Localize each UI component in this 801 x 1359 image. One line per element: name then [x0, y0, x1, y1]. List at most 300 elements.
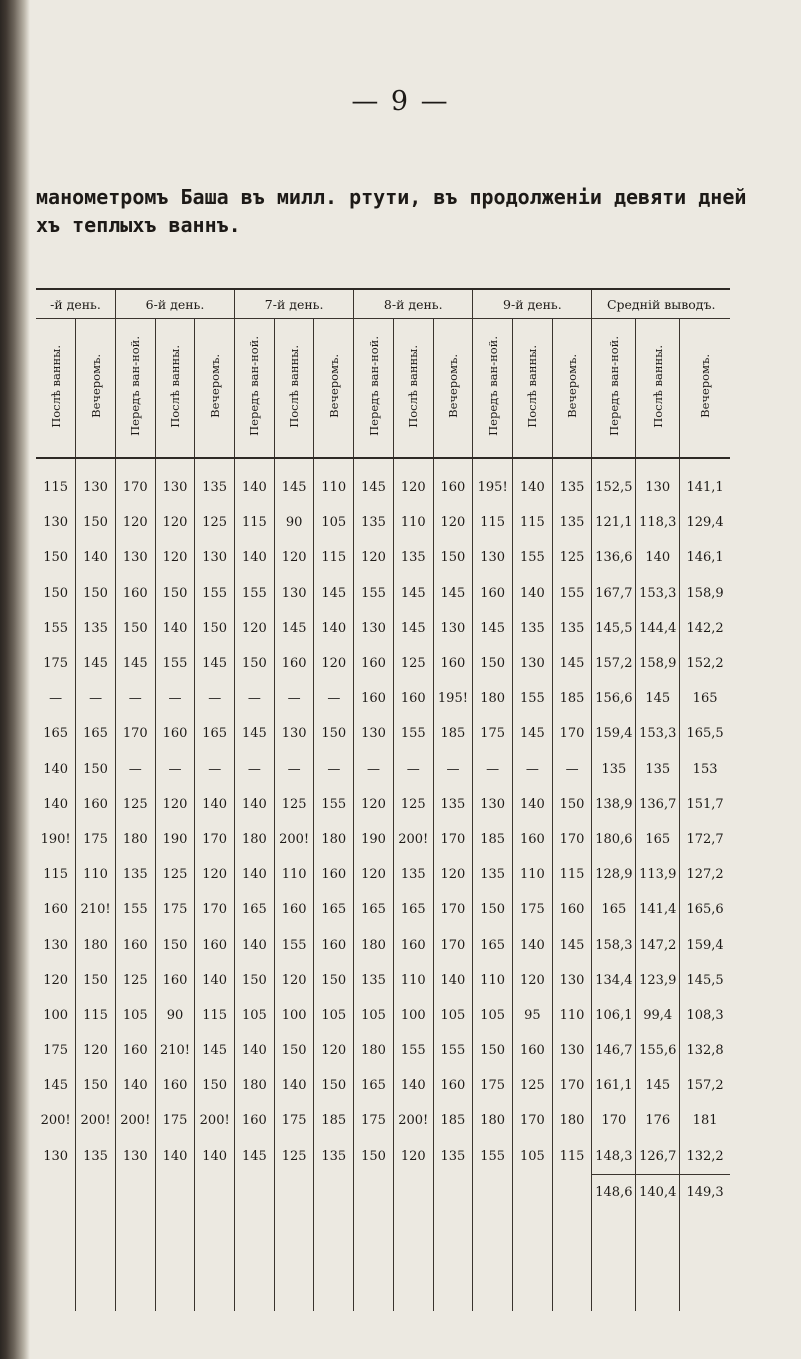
table-row — [36, 998, 730, 1033]
day-header-8: 8-й день. — [354, 289, 473, 319]
table-cell: 135 — [393, 540, 433, 575]
table-cell: 170 — [433, 822, 473, 857]
spacer-cell — [274, 458, 314, 470]
table-cell: 165,6 — [680, 892, 730, 927]
empty-cell — [36, 1174, 76, 1211]
table-cell: 140 — [235, 787, 275, 822]
empty-cell — [552, 1174, 592, 1211]
table-cell: 100 — [274, 998, 314, 1033]
spacer-cell — [36, 458, 76, 470]
table-cell: 140 — [235, 857, 275, 892]
table-cell: 180 — [552, 1103, 592, 1138]
table-cell: 120 — [513, 963, 553, 998]
table-cell: 170 — [195, 892, 235, 927]
empty-cell — [274, 1174, 314, 1211]
column-label — [354, 319, 394, 459]
table-cell: 181 — [680, 1103, 730, 1138]
table-cell: 185 — [433, 1103, 473, 1138]
table-cell: 140 — [235, 1033, 275, 1068]
table-row — [36, 892, 730, 927]
column-label — [155, 319, 195, 459]
table-cell: 120 — [433, 857, 473, 892]
table-row — [36, 752, 730, 787]
empty-cell — [636, 1211, 680, 1311]
table-cell: 125 — [274, 787, 314, 822]
empty-cell — [155, 1211, 195, 1311]
table-cell: 135 — [76, 611, 116, 646]
table-cell: 155,6 — [636, 1033, 680, 1068]
table-cell: 145 — [636, 681, 680, 716]
table-cell: 105 — [235, 998, 275, 1033]
table-cell: 145 — [513, 716, 553, 751]
table-cell: 155 — [393, 1033, 433, 1068]
table-cell: 165 — [592, 892, 636, 927]
table-cell: 200! — [195, 1103, 235, 1138]
table-cell: 167,7 — [592, 576, 636, 611]
table-cell: 125 — [513, 1068, 553, 1103]
table-cell: 180 — [235, 822, 275, 857]
table-cell: 145 — [274, 611, 314, 646]
table-cell: 150 — [433, 540, 473, 575]
table-cell: 120 — [235, 611, 275, 646]
table-cell: 130 — [43, 1148, 69, 1164]
table-cell: 120 — [354, 787, 394, 822]
table-cell: 150 — [473, 646, 513, 681]
table-cell: 140 — [195, 1139, 235, 1175]
page-number: — 9 — — [351, 86, 450, 117]
table-cell: 130 — [155, 470, 195, 505]
table-cell: 150 — [115, 611, 155, 646]
table-cell: 146,7 — [592, 1033, 636, 1068]
title-line-1: манометромъ Баша въ милл. ртути, въ продолженіи девяти дней — [36, 185, 747, 209]
table-cell: — — [274, 752, 314, 787]
column-label-text: Послѣ ванны. — [48, 344, 63, 428]
table-cell: 160 — [115, 576, 155, 611]
empty-cell — [195, 1211, 235, 1311]
table-cell: 135 — [473, 857, 513, 892]
empty-cell — [115, 1174, 155, 1211]
empty-cell — [433, 1211, 473, 1311]
table-cell: 130 — [195, 540, 235, 575]
empty-cell — [76, 1211, 116, 1311]
spacer-cell — [473, 458, 513, 470]
table-cell: 135 — [592, 752, 636, 787]
table-cell: 105 — [314, 998, 354, 1033]
table-cell: 165 — [393, 892, 433, 927]
table-cell: 175 — [43, 656, 69, 672]
table-cell: 160 — [513, 822, 553, 857]
table-cell: 115 — [513, 505, 553, 540]
column-label — [592, 319, 636, 459]
table-cell: 130 — [552, 963, 592, 998]
table-cell: 150 — [43, 585, 69, 601]
table-cell: 120 — [354, 540, 394, 575]
column-label-text: Послѣ ванны. — [167, 344, 182, 428]
table-cell: 130 — [433, 611, 473, 646]
table-cell: 150 — [314, 963, 354, 998]
averages-row — [36, 1174, 730, 1211]
table-cell: 115 — [43, 480, 69, 496]
table-cell: 170 — [433, 927, 473, 962]
table-cell: 155 — [552, 576, 592, 611]
table-cell: 165 — [636, 822, 680, 857]
table-cell: 110 — [76, 857, 116, 892]
table-cell: 140 — [433, 963, 473, 998]
table-cell: 110 — [393, 963, 433, 998]
table-cell: 147,2 — [636, 927, 680, 962]
table-cell: 120 — [433, 505, 473, 540]
table-cell: 130 — [354, 716, 394, 751]
table-cell: 120 — [115, 505, 155, 540]
empty-cell — [155, 1174, 195, 1211]
table-cell: — — [195, 752, 235, 787]
column-label — [473, 319, 513, 459]
spacer-cell — [76, 458, 116, 470]
table-cell: 99,4 — [636, 998, 680, 1033]
table-row — [36, 470, 730, 505]
table-cell: — — [49, 691, 63, 707]
table-row — [36, 1103, 730, 1138]
table-cell: 150 — [354, 1139, 394, 1175]
empty-cell — [680, 1211, 730, 1311]
table-cell: 160 — [393, 681, 433, 716]
empty-cell — [354, 1211, 394, 1311]
table-cell: — — [155, 681, 195, 716]
table-cell: 175 — [274, 1103, 314, 1138]
table-cell: 145,5 — [680, 963, 730, 998]
table-cell: 105 — [433, 998, 473, 1033]
table-cell: 135 — [314, 1139, 354, 1175]
table-cell: 180 — [354, 927, 394, 962]
table-cell: 135 — [354, 963, 394, 998]
empty-cell — [235, 1211, 275, 1311]
table-cell: 150 — [552, 787, 592, 822]
table-cell: 120 — [314, 1033, 354, 1068]
table-cell: 145 — [235, 1139, 275, 1175]
table-cell: 140 — [513, 787, 553, 822]
table-cell: 148,3 — [592, 1139, 636, 1175]
table-cell: 190! — [40, 831, 71, 847]
spacer-cell — [235, 458, 275, 470]
table-cell: 170 — [195, 822, 235, 857]
table-cell: 125 — [115, 787, 155, 822]
table-cell: 135 — [433, 787, 473, 822]
table-cell: 135 — [76, 1139, 116, 1175]
table-cell: 140 — [513, 470, 553, 505]
table-row — [36, 857, 730, 892]
table-cell: 157,2 — [680, 1068, 730, 1103]
table-cell: 175 — [155, 892, 195, 927]
column-label-text: Вечеромъ. — [326, 354, 341, 418]
table-cell: 110 — [274, 857, 314, 892]
table-cell: 135 — [552, 470, 592, 505]
table-cell: 120 — [155, 505, 195, 540]
table-cell: 125 — [552, 540, 592, 575]
empty-cell — [513, 1211, 553, 1311]
table-cell: 120 — [354, 857, 394, 892]
column-label-text: Послѣ ванны. — [287, 344, 302, 428]
column-label — [393, 319, 433, 459]
column-label — [274, 319, 314, 459]
table-cell: 155 — [513, 681, 553, 716]
column-label-text: Послѣ ванны. — [406, 344, 421, 428]
table-cell: 108,3 — [680, 998, 730, 1033]
table-cell: 170 — [552, 716, 592, 751]
table-cell: 115 — [552, 857, 592, 892]
column-label — [680, 319, 730, 459]
table-cell: 135 — [636, 752, 680, 787]
spacer-cell — [195, 458, 235, 470]
table-cell: 140 — [195, 787, 235, 822]
table-cell: 160 — [433, 470, 473, 505]
table-cell: 120 — [195, 857, 235, 892]
table-cell: 141,1 — [680, 470, 730, 505]
spacer-cell — [354, 458, 394, 470]
column-label — [552, 319, 592, 459]
table-cell: 170 — [552, 1068, 592, 1103]
table-cell: 190 — [354, 822, 394, 857]
table-cell: 130 — [473, 787, 513, 822]
table-cell: 180 — [354, 1033, 394, 1068]
table-cell: 120 — [274, 540, 314, 575]
table-cell: 165 — [354, 892, 394, 927]
spacer-cell — [636, 458, 680, 470]
table-cell: 160 — [115, 1033, 155, 1068]
table-cell: 145 — [274, 470, 314, 505]
table-cell: 140 — [43, 796, 69, 812]
table-cell: 145 — [195, 1033, 235, 1068]
table-cell: 155 — [473, 1139, 513, 1175]
table-cell: 115 — [43, 867, 69, 883]
table-cell: 165 — [354, 1068, 394, 1103]
table-cell: 155 — [235, 576, 275, 611]
table-cell: 115 — [235, 505, 275, 540]
column-label — [235, 319, 275, 459]
table-cell: 160 — [76, 787, 116, 822]
table-cell: 170 — [592, 1103, 636, 1138]
average-cell: 149,3 — [680, 1174, 730, 1211]
table-cell: 170 — [513, 1103, 553, 1138]
table-cell: 152,2 — [680, 646, 730, 681]
table-cell: 106,1 — [592, 998, 636, 1033]
column-label — [115, 319, 155, 459]
table-cell: 120 — [43, 972, 69, 988]
table-cell: 140 — [513, 927, 553, 962]
table-cell: 160 — [235, 1103, 275, 1138]
column-label-text: Передъ ван-ной. — [366, 336, 381, 436]
table-cell: — — [473, 752, 513, 787]
table-cell: 150 — [235, 963, 275, 998]
table-cell: 135 — [433, 1139, 473, 1175]
table-cell: — — [115, 752, 155, 787]
table-cell: 185 — [433, 716, 473, 751]
table-cell: 140 — [235, 540, 275, 575]
table-cell: — — [195, 681, 235, 716]
empty-cell — [552, 1211, 592, 1311]
table-cell: 140 — [155, 611, 195, 646]
table-cell: 170 — [115, 470, 155, 505]
table-row — [36, 611, 730, 646]
column-label-text: Передъ ван-ной. — [485, 336, 500, 436]
table-cell: 160 — [513, 1033, 553, 1068]
table-cell: 170 — [552, 822, 592, 857]
table-cell: 175 — [43, 1043, 69, 1059]
table-cell: — — [513, 752, 553, 787]
spacer-cell — [592, 458, 636, 470]
table-cell: 128,9 — [592, 857, 636, 892]
table-cell: 165 — [680, 681, 730, 716]
table-cell: 145 — [433, 576, 473, 611]
table-cell: 120 — [155, 787, 195, 822]
table-cell: 134,4 — [592, 963, 636, 998]
table-cell: 120 — [155, 540, 195, 575]
table-cell: 130 — [115, 1139, 155, 1175]
spacer-cell — [393, 458, 433, 470]
table-cell: 151,7 — [680, 787, 730, 822]
table-row — [36, 963, 730, 998]
table-cell: 150 — [314, 716, 354, 751]
table-cell: 125 — [155, 857, 195, 892]
column-label — [76, 319, 116, 459]
table-cell: 130 — [76, 470, 116, 505]
table-cell: 132,8 — [680, 1033, 730, 1068]
table-cell: 135 — [115, 857, 155, 892]
table-cell: 145 — [552, 646, 592, 681]
empty-cell — [76, 1174, 116, 1211]
table-cell: 140 — [115, 1068, 155, 1103]
table-cell: 155 — [43, 620, 69, 636]
table-cell: 185 — [314, 1103, 354, 1138]
table-cell: 158,3 — [592, 927, 636, 962]
table-cell: 120 — [393, 470, 433, 505]
table-row — [36, 505, 730, 540]
table-cell: 180,6 — [592, 822, 636, 857]
table-cell: 210! — [76, 892, 116, 927]
column-label-text: Вечеромъ. — [88, 354, 103, 418]
table-cell: 138,9 — [592, 787, 636, 822]
table-cell: 125 — [195, 505, 235, 540]
table-row — [36, 540, 730, 575]
table-cell: 141,4 — [636, 892, 680, 927]
table-cell: 110 — [473, 963, 513, 998]
table-cell: 105 — [354, 998, 394, 1033]
table-cell: 145 — [235, 716, 275, 751]
table-cell: 172,7 — [680, 822, 730, 857]
table-cell: 130 — [473, 540, 513, 575]
table-cell: 153,3 — [636, 716, 680, 751]
table-cell: 145 — [552, 927, 592, 962]
table-cell: 150 — [76, 963, 116, 998]
spacer-cell — [680, 458, 730, 470]
table-cell: 153 — [680, 752, 730, 787]
table-cell: 140 — [513, 576, 553, 611]
table-cell: 110 — [314, 470, 354, 505]
table-cell: 155 — [513, 540, 553, 575]
table-row — [36, 822, 730, 857]
table-cell: — — [314, 681, 354, 716]
table-row — [36, 927, 730, 962]
table-cell: 130 — [274, 716, 314, 751]
day-header-6: 6-й день. — [115, 289, 234, 319]
table-cell: 140 — [76, 540, 116, 575]
table-cell: — — [235, 752, 275, 787]
table-row — [36, 646, 730, 681]
table-cell: 130 — [43, 515, 69, 531]
table-cell: 175 — [155, 1103, 195, 1138]
table-cell: 200! — [393, 1103, 433, 1138]
table-cell: 180 — [115, 822, 155, 857]
table-cell: 140 — [155, 1139, 195, 1175]
table-row — [36, 1033, 730, 1068]
table-cell: 110 — [393, 505, 433, 540]
empty-cell — [473, 1211, 513, 1311]
table-cell: 156,6 — [592, 681, 636, 716]
blood-pressure-table — [36, 288, 730, 1311]
table-cell: 145 — [76, 646, 116, 681]
table-cell: 175 — [473, 716, 513, 751]
table-cell: 152,5 — [592, 470, 636, 505]
table-cell: 129,4 — [680, 505, 730, 540]
table-cell: 140 — [43, 761, 69, 777]
table-cell: 160 — [433, 646, 473, 681]
table-cell: 150 — [195, 611, 235, 646]
day-header-5: -й день. — [36, 289, 115, 319]
table-cell: 200! — [115, 1103, 155, 1138]
empty-cell — [393, 1174, 433, 1211]
table-cell: 160 — [314, 857, 354, 892]
table-cell: 135 — [393, 857, 433, 892]
table-cell: 140 — [235, 470, 275, 505]
table-cell: 125 — [115, 963, 155, 998]
table-cell: 105 — [473, 998, 513, 1033]
table-cell: 113,9 — [636, 857, 680, 892]
table-cell: 130 — [274, 576, 314, 611]
table-cell: 110 — [513, 857, 553, 892]
table-cell: 145 — [393, 611, 433, 646]
day-header-7: 7-й день. — [235, 289, 354, 319]
table-cell: 165 — [195, 716, 235, 751]
column-label — [314, 319, 354, 459]
column-label-text: Вечеромъ. — [207, 354, 222, 418]
table-cell: 158,9 — [680, 576, 730, 611]
column-label — [36, 319, 76, 459]
table-cell: 120 — [274, 963, 314, 998]
column-label-text: Вечеромъ. — [698, 354, 713, 418]
empty-cell — [274, 1211, 314, 1311]
table-cell: 145 — [393, 576, 433, 611]
table-cell: 127,2 — [680, 857, 730, 892]
table-cell: 105 — [513, 1139, 553, 1175]
table-cell: 200! — [76, 1103, 116, 1138]
table-cell: 160 — [433, 1068, 473, 1103]
empty-cell — [473, 1174, 513, 1211]
table-cell: 210! — [155, 1033, 195, 1068]
table-row — [36, 1139, 730, 1175]
empty-cell — [314, 1211, 354, 1311]
table-cell: 120 — [393, 1139, 433, 1175]
table-cell: 170 — [433, 892, 473, 927]
table-cell: — — [76, 681, 116, 716]
column-label-text: Послѣ ванны. — [525, 344, 540, 428]
table-cell: 158,9 — [636, 646, 680, 681]
table-cell: 176 — [636, 1103, 680, 1138]
table-cell: 161,1 — [592, 1068, 636, 1103]
table-cell: 132,2 — [680, 1139, 730, 1175]
table-cell: 155 — [314, 787, 354, 822]
day-header-9: 9-й день. — [473, 289, 592, 319]
table-cell: 135 — [195, 470, 235, 505]
table-cell: 90 — [155, 998, 195, 1033]
